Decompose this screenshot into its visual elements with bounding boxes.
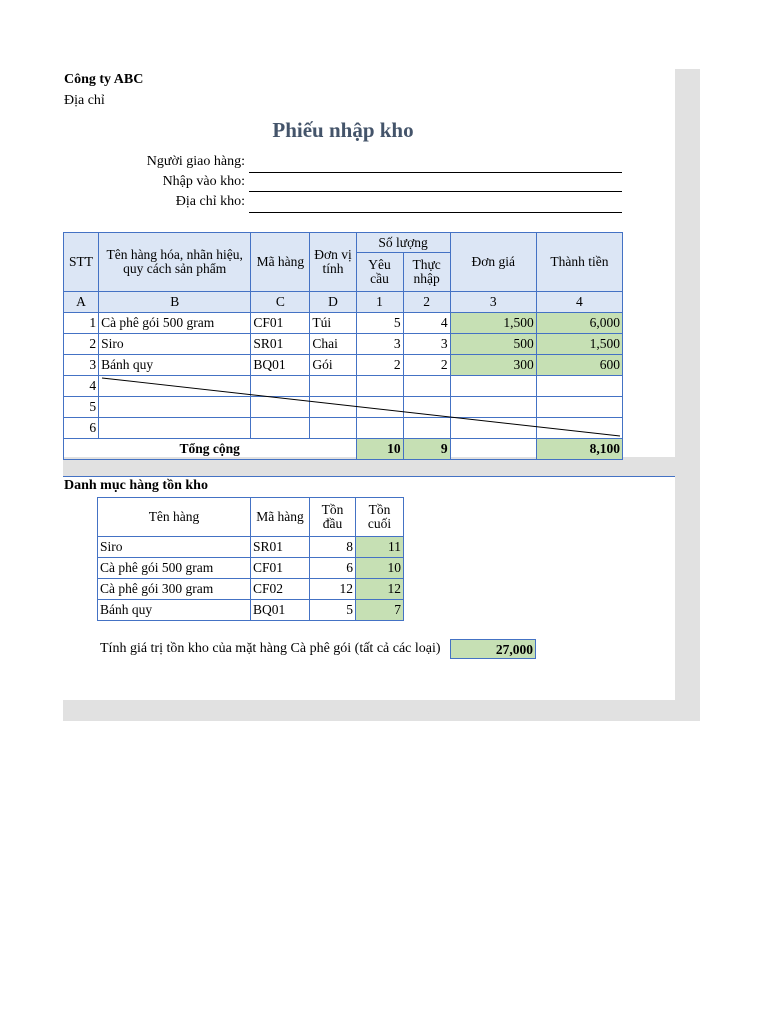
inv-cell-code[interactable]: BQ01 — [251, 600, 310, 621]
inv-cell-open[interactable]: 5 — [310, 600, 356, 621]
sheet-scroll-edge — [675, 69, 700, 721]
cell-qty-act[interactable]: 4 — [403, 313, 450, 334]
total-qty-act[interactable]: 9 — [403, 439, 450, 460]
inv-header-code: Mã hàng — [251, 498, 310, 537]
cell-qty-req[interactable]: 5 — [356, 313, 403, 334]
cell-empty[interactable] — [356, 397, 403, 418]
inv-header-open: Tồn đầu — [310, 498, 356, 537]
table-row — [98, 558, 404, 579]
cell-stt[interactable]: 2 — [64, 334, 99, 355]
header-stt: STT — [64, 233, 99, 292]
header-unit: Đơn vị tính — [310, 233, 356, 292]
total-row — [64, 439, 623, 460]
inv-cell-code[interactable]: CF01 — [251, 558, 310, 579]
cell-stt[interactable]: 5 — [64, 397, 99, 418]
header-qty-actual: Thực nhập — [403, 253, 450, 292]
cell-empty[interactable] — [310, 397, 356, 418]
cell-amount[interactable]: 600 — [536, 355, 622, 376]
field-label-deliverer: Người giao hàng: — [146, 154, 245, 169]
cell-qty-req[interactable]: 3 — [356, 334, 403, 355]
company-address: Địa chỉ — [64, 93, 105, 108]
cell-qty-act[interactable]: 3 — [403, 334, 450, 355]
cell-name[interactable]: Siro — [99, 334, 251, 355]
inventory-section-title: Danh mục hàng tồn kho — [64, 478, 208, 493]
total-label: Tổng cộng — [64, 439, 357, 460]
cell-unit[interactable]: Chai — [310, 334, 356, 355]
inv-cell-close[interactable]: 10 — [356, 558, 404, 579]
cell-stt[interactable]: 4 — [64, 376, 99, 397]
field-line-warehouse[interactable] — [249, 190, 622, 192]
header-unit-price: Đơn giá — [450, 233, 536, 292]
cell-empty[interactable] — [536, 418, 622, 439]
cell-empty[interactable] — [310, 376, 356, 397]
cell-empty[interactable] — [403, 418, 450, 439]
section-divider — [63, 476, 675, 477]
cell-empty[interactable] — [251, 418, 310, 439]
cell-price[interactable]: 1,500 — [450, 313, 536, 334]
inv-header-close: Tồn cuối — [356, 498, 404, 537]
col-letter: 4 — [536, 292, 622, 313]
inv-cell-name[interactable]: Siro — [98, 537, 251, 558]
inv-cell-code[interactable]: CF02 — [251, 579, 310, 600]
col-letter: A — [64, 292, 99, 313]
cell-empty[interactable] — [450, 397, 536, 418]
header-amount: Thành tiền — [536, 233, 622, 292]
cell-empty[interactable] — [251, 397, 310, 418]
cell-empty[interactable] — [536, 376, 622, 397]
cell-name[interactable]: Bánh quy — [99, 355, 251, 376]
header-quantity: Số lượng — [356, 233, 450, 253]
cell-empty[interactable] — [403, 397, 450, 418]
col-letter: D — [310, 292, 356, 313]
cell-empty[interactable] — [251, 376, 310, 397]
header-product-name: Tên hàng hóa, nhãn hiệu, quy cách sản phẩm — [99, 233, 251, 292]
cell-qty-act[interactable]: 2 — [403, 355, 450, 376]
inv-header-name: Tên hàng — [98, 498, 251, 537]
cell-empty[interactable] — [450, 376, 536, 397]
table-row-empty — [64, 397, 623, 418]
inv-cell-close[interactable]: 11 — [356, 537, 404, 558]
cell-empty[interactable] — [99, 418, 251, 439]
inventory-table — [97, 497, 404, 621]
cell-unit[interactable]: Gói — [310, 355, 356, 376]
cell-empty[interactable] — [403, 376, 450, 397]
field-label-warehouse: Nhập vào kho: — [162, 174, 245, 189]
sheet-bottom-band — [63, 700, 700, 721]
col-letter: 3 — [450, 292, 536, 313]
cell-stt[interactable]: 1 — [64, 313, 99, 334]
cell-empty[interactable] — [99, 397, 251, 418]
table-row — [98, 600, 404, 621]
inv-cell-close[interactable]: 12 — [356, 579, 404, 600]
cell-empty[interactable] — [450, 418, 536, 439]
cell-code[interactable]: SR01 — [251, 334, 310, 355]
col-letter: B — [99, 292, 251, 313]
cell-empty[interactable] — [356, 418, 403, 439]
table-row — [64, 313, 623, 334]
inv-cell-name[interactable]: Cà phê gói 300 gram — [98, 579, 251, 600]
table-row — [64, 334, 623, 355]
cell-name[interactable]: Cà phê gói 500 gram — [99, 313, 251, 334]
calc-value-cell[interactable]: 27,000 — [450, 639, 536, 659]
cell-stt[interactable]: 3 — [64, 355, 99, 376]
cell-empty[interactable] — [99, 376, 251, 397]
cell-empty[interactable] — [450, 439, 536, 460]
table-row-empty — [64, 418, 623, 439]
inv-cell-open[interactable]: 8 — [310, 537, 356, 558]
cell-price[interactable]: 300 — [450, 355, 536, 376]
inv-cell-close[interactable]: 7 — [356, 600, 404, 621]
cell-empty[interactable] — [310, 418, 356, 439]
page-title: Phiếu nhập kho — [272, 118, 414, 142]
field-line-deliverer[interactable] — [249, 171, 622, 173]
company-name: Công ty ABC — [64, 72, 144, 87]
col-letter: 1 — [356, 292, 403, 313]
cell-qty-req[interactable]: 2 — [356, 355, 403, 376]
calc-label: Tính giá trị tồn kho của mặt hàng Cà phê gói (tất cả các loại) — [100, 641, 441, 656]
table-row-empty — [64, 376, 623, 397]
cell-empty[interactable] — [356, 376, 403, 397]
total-qty-req[interactable]: 10 — [356, 439, 403, 460]
table-row — [98, 579, 404, 600]
cell-code[interactable]: BQ01 — [251, 355, 310, 376]
cell-amount[interactable]: 1,500 — [536, 334, 622, 355]
cell-price[interactable]: 500 — [450, 334, 536, 355]
table-row — [64, 355, 623, 376]
header-code: Mã hàng — [251, 233, 310, 292]
field-line-warehouse-address[interactable] — [249, 211, 622, 213]
cell-stt[interactable]: 6 — [64, 418, 99, 439]
inv-cell-code[interactable]: SR01 — [251, 537, 310, 558]
receipt-table — [63, 232, 623, 460]
cell-unit[interactable]: Túi — [310, 313, 356, 334]
cell-empty[interactable] — [536, 397, 622, 418]
header-qty-requested: Yêu cầu — [356, 253, 403, 292]
inv-cell-open[interactable]: 12 — [310, 579, 356, 600]
field-label-warehouse-address: Địa chỉ kho: — [175, 194, 245, 209]
cell-amount[interactable]: 6,000 — [536, 313, 622, 334]
inv-cell-open[interactable]: 6 — [310, 558, 356, 579]
total-amount[interactable]: 8,100 — [536, 439, 622, 460]
col-letter: C — [251, 292, 310, 313]
inv-cell-name[interactable]: Cà phê gói 500 gram — [98, 558, 251, 579]
col-letter: 2 — [403, 292, 450, 313]
cell-code[interactable]: CF01 — [251, 313, 310, 334]
table-row — [98, 537, 404, 558]
inv-cell-name[interactable]: Bánh quy — [98, 600, 251, 621]
